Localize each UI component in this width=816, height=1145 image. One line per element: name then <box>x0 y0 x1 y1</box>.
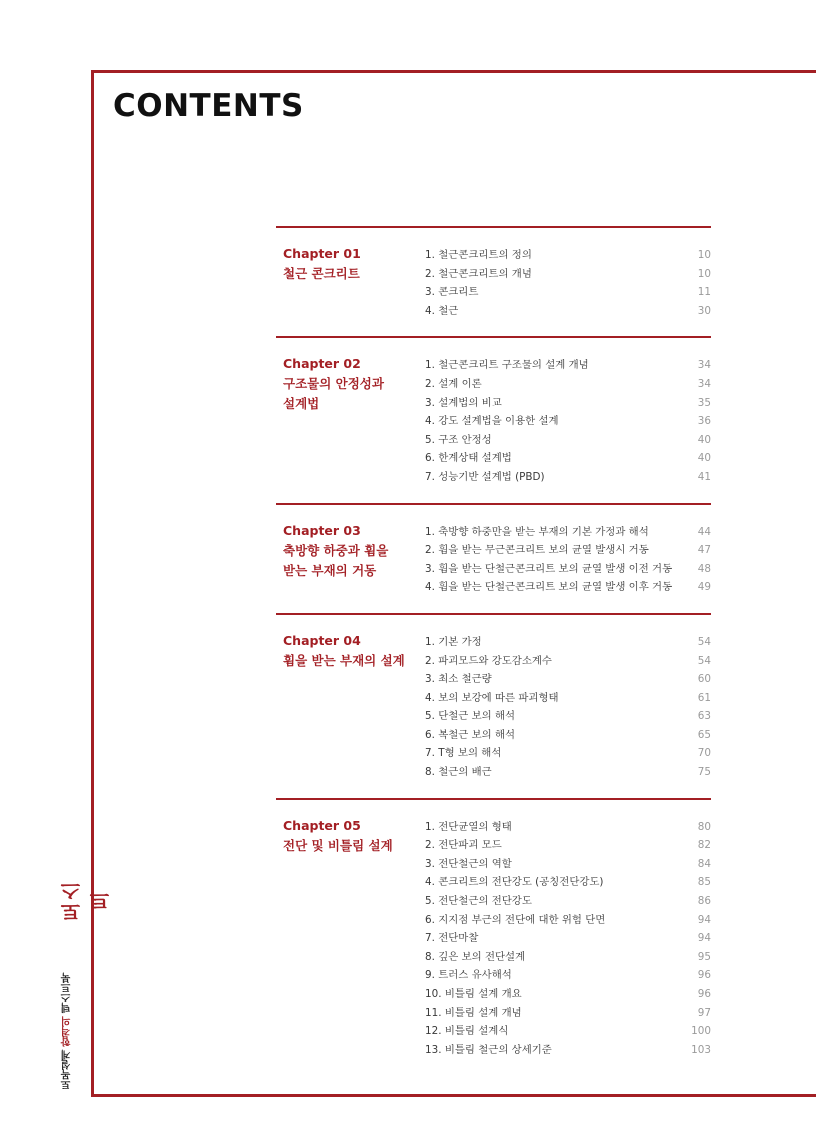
toc-entry-label: 10. 비틀림 설계 개요 <box>425 988 522 1000</box>
toc-entry-page: 63 <box>697 710 711 723</box>
toc-entry-label: 13. 비틀림 철근의 상세기준 <box>425 1043 552 1056</box>
toc-entry-page: 54 <box>697 635 711 648</box>
toc-entry-label: 12. 비틀림 설계식 <box>425 1025 509 1038</box>
toc-entry-label: 2. 설계 이론 <box>425 377 482 390</box>
toc-entry-page: 82 <box>697 839 711 852</box>
toc-entry[interactable] <box>425 948 711 967</box>
toc-entry[interactable] <box>425 431 711 450</box>
chapter-item-list <box>425 800 711 1076</box>
toc-entry[interactable] <box>425 412 711 431</box>
toc-entry-page: 10 <box>697 249 711 261</box>
toc-entry[interactable] <box>425 763 711 782</box>
toc-entry-page: 48 <box>697 562 711 575</box>
toc-entry-label: 1. 철근콘크리트 구조물의 설계 개념 <box>425 359 589 372</box>
chapter-name: 전단 및 비틀림 설계 <box>283 837 393 853</box>
table-of-contents <box>276 226 711 1075</box>
toc-entry-label: 4. 휨을 받는 단철근콘크리트 보의 균열 발생 이후 거동 <box>425 581 673 594</box>
toc-entry[interactable] <box>425 818 711 837</box>
toc-entry[interactable] <box>425 855 711 874</box>
toc-entry-page: 44 <box>697 525 711 538</box>
toc-entry-label: 3. 전단철근의 역할 <box>425 857 512 870</box>
toc-entry[interactable] <box>425 1004 711 1023</box>
toc-entry-label: 7. 전단마찰 <box>425 932 479 945</box>
toc-entry[interactable] <box>425 560 711 579</box>
toc-entry-label: 3. 휨을 받는 단철근콘크리트 보의 균열 발생 이전 거동 <box>425 562 673 575</box>
toc-entry-page: 54 <box>697 654 711 667</box>
toc-entry-label: 6. 복철근 보의 해석 <box>425 728 516 741</box>
toc-entry-page: 34 <box>697 359 711 372</box>
chapter-section <box>276 226 711 336</box>
toc-entry-label: 7. T형 보의 해석 <box>425 747 502 760</box>
toc-entry[interactable] <box>425 985 711 1004</box>
toc-entry-label: 1. 철근콘크리트의 정의 <box>425 249 532 261</box>
series-highlight: 합격의 <box>62 1016 73 1047</box>
toc-entry-label: 2. 파괴모드와 강도감소계수 <box>425 654 552 667</box>
frame-top-border <box>91 70 816 73</box>
toc-entry-page: 36 <box>697 415 711 428</box>
toc-entry-label: 5. 전단철근의 전단강도 <box>425 895 532 908</box>
toc-entry-label: 8. 깊은 보의 전단설계 <box>425 950 526 963</box>
toc-entry-page: 49 <box>697 581 711 594</box>
chapter-item-list <box>425 228 711 336</box>
toc-entry-page: 96 <box>697 969 711 982</box>
toc-entry-page: 10 <box>697 267 711 280</box>
toc-entry-label: 8. 철근의 배근 <box>425 766 492 779</box>
toc-entry-label: 4. 보의 보강에 따른 파괴형태 <box>425 691 559 704</box>
chapter-section <box>276 503 711 613</box>
toc-entry-page: 100 <box>691 1025 711 1038</box>
toc-entry-label: 2. 휨을 받는 무근콘크리트 보의 균열 발생시 거동 <box>425 544 649 557</box>
toc-entry[interactable] <box>425 265 711 284</box>
toc-entry[interactable] <box>425 449 711 468</box>
chapter-number: Chapter 03 <box>283 522 361 538</box>
toc-entry[interactable] <box>425 929 711 948</box>
toc-entry[interactable] <box>425 633 711 652</box>
book-series-label <box>60 962 75 1090</box>
chapter-number: Chapter 02 <box>283 356 361 372</box>
toc-entry[interactable] <box>425 744 711 763</box>
toc-entry[interactable] <box>425 707 711 726</box>
toc-entry-page: 40 <box>697 433 711 446</box>
toc-entry[interactable] <box>425 523 711 542</box>
toc-entry[interactable] <box>425 394 711 413</box>
toc-entry[interactable] <box>425 689 711 708</box>
chapter-item-list <box>425 505 711 613</box>
chapter-number: Chapter 01 <box>283 246 361 261</box>
toc-entry-page: 47 <box>697 544 711 557</box>
toc-entry-page: 80 <box>697 820 711 833</box>
chapter-number: Chapter 04 <box>283 632 361 648</box>
chapter-number: Chapter 05 <box>283 817 361 833</box>
toc-entry-label: 1. 전단균열의 형태 <box>425 820 512 833</box>
page-title: CONTENTS <box>113 88 304 124</box>
toc-entry-label: 4. 철근 <box>425 304 459 317</box>
toc-entry-page: 86 <box>697 895 711 908</box>
chapter-item-list <box>425 338 711 502</box>
toc-entry-label: 1. 기본 가정 <box>425 635 482 648</box>
toc-entry-page: 70 <box>697 747 711 760</box>
toc-entry-label: 4. 강도 설계법을 이용한 설계 <box>425 415 559 428</box>
series-part1: 토목설계 <box>62 1050 73 1090</box>
toc-entry-label: 5. 구조 안정성 <box>425 433 492 446</box>
toc-entry[interactable] <box>425 578 711 597</box>
toc-entry[interactable] <box>425 302 711 321</box>
toc-entry-page: 34 <box>697 377 711 390</box>
toc-entry-label: 2. 철근콘크리트의 개념 <box>425 267 532 280</box>
toc-entry[interactable] <box>425 1041 711 1060</box>
toc-entry[interactable] <box>425 873 711 892</box>
toc-entry-label: 6. 한계상태 설계법 <box>425 452 512 465</box>
chapter-name: 구조물의 안정성과 설계법 <box>283 376 384 412</box>
toc-entry-label: 1. 축방향 하중만을 받는 부재의 기본 가정과 해석 <box>425 525 649 538</box>
toc-entry-page: 40 <box>697 452 711 465</box>
chapter-heading <box>283 521 423 581</box>
toc-entry[interactable] <box>425 836 711 855</box>
toc-entry-page: 60 <box>697 673 711 686</box>
frame-left-border <box>91 70 94 1097</box>
chapter-heading <box>283 354 423 414</box>
toc-entry-page: 96 <box>697 988 711 1000</box>
chapter-heading <box>283 631 423 671</box>
chapter-name: 축방향 하중과 휨을 받는 부재의 거동 <box>283 542 389 578</box>
chapter-heading <box>283 244 423 284</box>
side-branding <box>52 870 113 1090</box>
chapter-section <box>276 336 711 502</box>
toc-entry[interactable] <box>425 375 711 394</box>
toc-entry-label: 9. 트러스 유사해석 <box>425 969 512 982</box>
chapter-name: 휨을 받는 부재의 설계 <box>283 652 405 668</box>
toc-entry-page: 61 <box>697 691 711 704</box>
toc-entry-page: 65 <box>697 728 711 741</box>
toc-entry-label: 4. 콘크리트의 전단강도 (공칭전단강도) <box>425 876 604 889</box>
toc-entry-page: 94 <box>697 932 711 945</box>
toc-entry-label: 3. 최소 철근량 <box>425 673 492 686</box>
toc-entry[interactable] <box>425 246 711 265</box>
toc-entry[interactable] <box>425 652 711 671</box>
toc-entry-label: 3. 콘크리트 <box>425 286 479 299</box>
toc-entry[interactable] <box>425 892 711 911</box>
toc-entry-label: 7. 성능기반 설계법 (PBD) <box>425 470 545 483</box>
chapter-name: 철근 콘크리트 <box>283 266 360 281</box>
toc-entry-page: 11 <box>697 286 711 299</box>
chapter-heading <box>283 816 423 856</box>
toc-entry-page: 30 <box>697 304 711 317</box>
toc-entry[interactable] <box>425 1022 711 1041</box>
toc-entry-label: 2. 전단파괴 모드 <box>425 839 502 852</box>
frame-bottom-border <box>91 1094 816 1097</box>
chapter-section <box>276 798 711 1076</box>
toc-entry-label: 3. 설계법의 비교 <box>425 396 502 409</box>
toc-entry[interactable] <box>425 356 711 375</box>
toc-entry-label: 6. 지지점 부근의 전단에 대한 위험 단면 <box>425 913 606 926</box>
series-part2: 텍스트북 <box>62 973 73 1014</box>
toc-entry-page: 95 <box>697 950 711 963</box>
toc-entry-page: 85 <box>697 876 711 889</box>
toc-entry[interactable] <box>425 283 711 302</box>
toc-entry-page: 41 <box>697 470 711 483</box>
toc-entry-label: 5. 단철근 보의 해석 <box>425 710 516 723</box>
toc-entry[interactable] <box>425 541 711 560</box>
toc-entry-page: 75 <box>697 766 711 779</box>
toc-entry-page: 84 <box>697 857 711 870</box>
toc-entry[interactable] <box>425 726 711 745</box>
toc-entry[interactable] <box>425 468 711 487</box>
toc-entry[interactable] <box>425 911 711 930</box>
toc-entry-page: 97 <box>697 1006 711 1019</box>
toc-entry[interactable] <box>425 966 711 985</box>
toc-entry[interactable] <box>425 670 711 689</box>
toc-entry-page: 35 <box>697 396 711 409</box>
toc-entry-page: 94 <box>697 913 711 926</box>
toc-entry-page: 103 <box>691 1043 711 1056</box>
chapter-section <box>276 613 711 798</box>
brand-logo: 토스트 <box>60 880 113 922</box>
chapter-item-list <box>425 615 711 798</box>
toc-entry-label: 11. 비틀림 설계 개념 <box>425 1006 522 1019</box>
